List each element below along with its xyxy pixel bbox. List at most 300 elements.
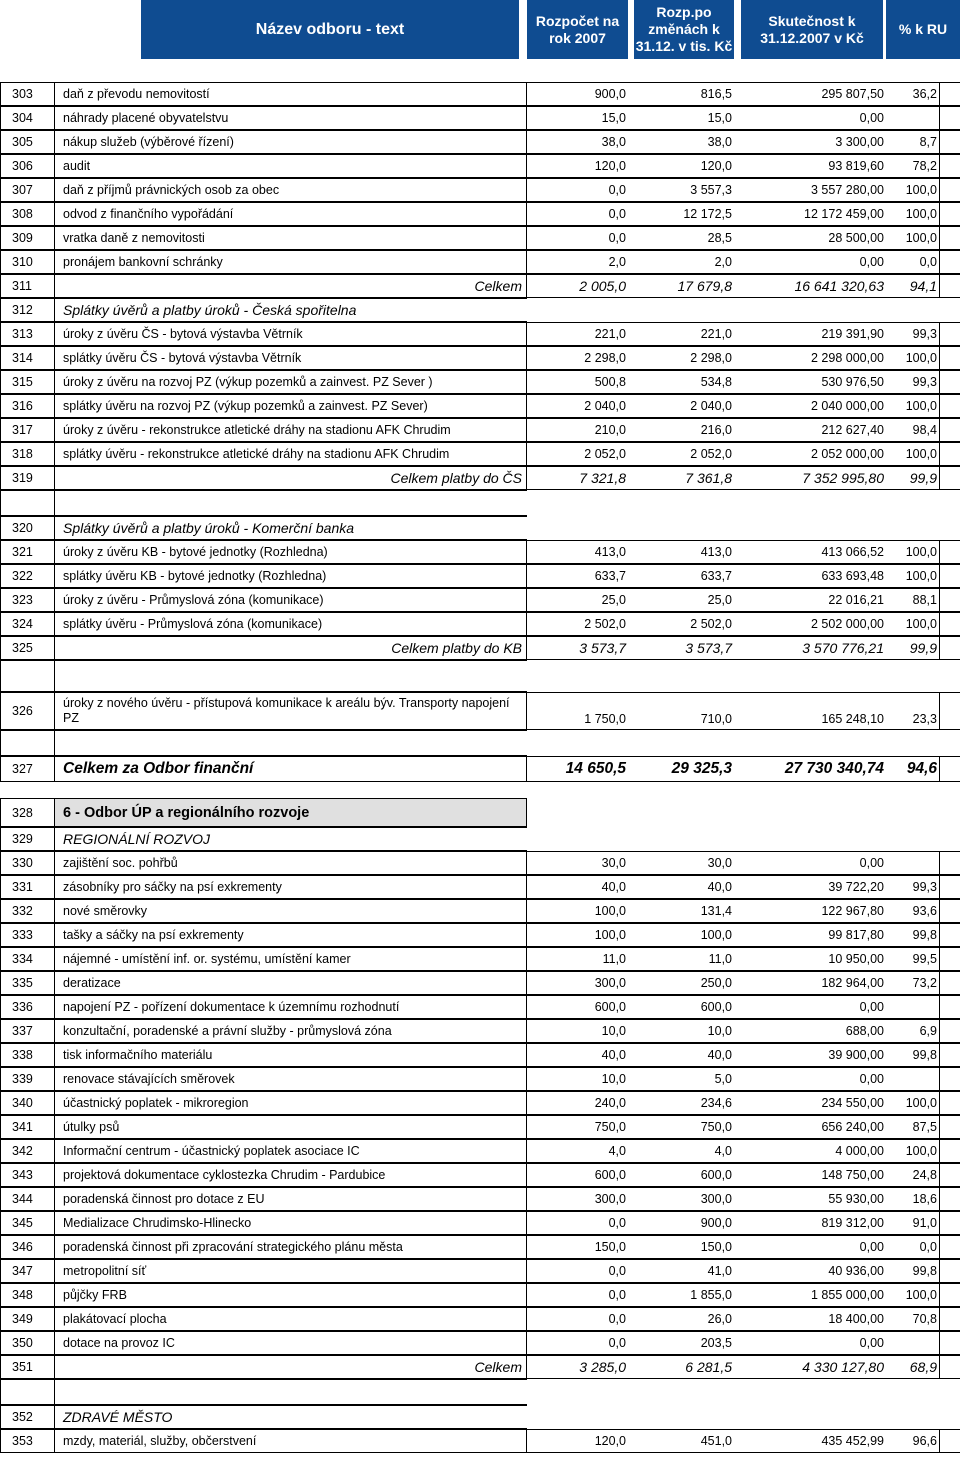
- row-edge: [940, 851, 960, 875]
- budget-value: 0,0: [527, 178, 628, 202]
- table-row: [0, 226, 960, 250]
- row-edge: [940, 756, 960, 782]
- percent-value: 99,8: [886, 923, 940, 947]
- adjusted-value: 7 361,8: [628, 466, 734, 490]
- row-label: dotace na provoz IC: [54, 1331, 527, 1355]
- percent-value: [886, 106, 940, 130]
- row-edge: [940, 875, 960, 899]
- row-edge: [940, 298, 960, 322]
- header-adjusted: Rozp.po změnách k 31.12. v tis. Kč: [634, 0, 734, 59]
- row-label: úroky z úvěru na rozvoj PZ (výkup pozemků a zainvest. PZ Sever ): [54, 370, 527, 394]
- actual-value: 413 066,52: [734, 540, 886, 564]
- budget-value: 221,0: [527, 322, 628, 346]
- row-edge: [940, 899, 960, 923]
- actual-value: [734, 730, 886, 756]
- row-label: poradenská činnost pro dotace z EU: [54, 1187, 527, 1211]
- table-row: [0, 1187, 960, 1211]
- budget-value: [527, 1405, 628, 1429]
- table-row: [0, 564, 960, 588]
- row-number: 311: [0, 274, 54, 298]
- row-number: 321: [0, 540, 54, 564]
- row-number: 305: [0, 130, 54, 154]
- row-number: 323: [0, 588, 54, 612]
- row-edge: [940, 130, 960, 154]
- row-number: 352: [0, 1405, 54, 1429]
- row-number: [0, 660, 54, 692]
- row-number: 335: [0, 971, 54, 995]
- actual-value: [734, 298, 886, 322]
- percent-value: 100,0: [886, 346, 940, 370]
- adjusted-value: 600,0: [628, 1163, 734, 1187]
- budget-value: 120,0: [527, 154, 628, 178]
- row-number: 304: [0, 106, 54, 130]
- budget-value: 0,0: [527, 1283, 628, 1307]
- actual-value: 40 936,00: [734, 1259, 886, 1283]
- table-row: [0, 1429, 960, 1453]
- row-number: 344: [0, 1187, 54, 1211]
- row-edge: [940, 1019, 960, 1043]
- row-label: [54, 660, 527, 692]
- row-label: nákup služeb (výběrové řízení): [54, 130, 527, 154]
- row-label: úroky z nového úvěru - přístupová komunikace k areálu býv. Transporty napojení PZ: [54, 692, 527, 730]
- percent-value: 99,3: [886, 322, 940, 346]
- percent-value: 36,2: [886, 82, 940, 106]
- actual-value: 219 391,90: [734, 322, 886, 346]
- row-edge: [940, 178, 960, 202]
- table-row: [0, 995, 960, 1019]
- row-label: nájemné - umístění inf. or. systému, umístění kamer: [54, 947, 527, 971]
- actual-value: 0,00: [734, 995, 886, 1019]
- percent-value: 93,6: [886, 899, 940, 923]
- budget-value: 300,0: [527, 1187, 628, 1211]
- budget-value: 120,0: [527, 1429, 628, 1453]
- row-label: úroky z úvěru - Průmyslová zóna (komunikace): [54, 588, 527, 612]
- actual-value: 148 750,00: [734, 1163, 886, 1187]
- row-number: 320: [0, 516, 54, 540]
- actual-value: 12 172 459,00: [734, 202, 886, 226]
- row-number: 326: [0, 692, 54, 730]
- actual-value: 295 807,50: [734, 82, 886, 106]
- row-number: 312: [0, 298, 54, 322]
- row-number: 337: [0, 1019, 54, 1043]
- table-row: [0, 82, 960, 106]
- row-edge: [940, 947, 960, 971]
- row-label: splátky úvěru ČS - bytová výstavba Větrník: [54, 346, 527, 370]
- actual-value: 688,00: [734, 1019, 886, 1043]
- row-edge: [940, 202, 960, 226]
- row-edge: [940, 418, 960, 442]
- row-number: [0, 730, 54, 756]
- table-row: [0, 1163, 960, 1187]
- percent-value: [886, 1405, 940, 1429]
- row-edge: [940, 692, 960, 730]
- row-label: tisk informačního materiálu: [54, 1043, 527, 1067]
- adjusted-value: 451,0: [628, 1429, 734, 1453]
- table-row: [0, 851, 960, 875]
- adjusted-value: 1 855,0: [628, 1283, 734, 1307]
- percent-value: [886, 1067, 940, 1091]
- adjusted-value: 234,6: [628, 1091, 734, 1115]
- row-edge: [940, 636, 960, 660]
- table-row: [0, 274, 960, 298]
- row-number: 343: [0, 1163, 54, 1187]
- actual-value: [734, 660, 886, 692]
- percent-value: 99,3: [886, 370, 940, 394]
- actual-value: 212 627,40: [734, 418, 886, 442]
- row-edge: [940, 1187, 960, 1211]
- actual-value: 2 502 000,00: [734, 612, 886, 636]
- actual-value: 16 641 320,63: [734, 274, 886, 298]
- budget-value: 0,0: [527, 226, 628, 250]
- row-number: 349: [0, 1307, 54, 1331]
- row-edge: [940, 971, 960, 995]
- adjusted-value: 29 325,3: [628, 756, 734, 782]
- table-row: [0, 1115, 960, 1139]
- budget-value: 300,0: [527, 971, 628, 995]
- adjusted-value: 17 679,8: [628, 274, 734, 298]
- row-label: projektová dokumentace cyklostezka Chrudim - Pardubice: [54, 1163, 527, 1187]
- row-label: poradenská činnost při zpracování strategického plánu města: [54, 1235, 527, 1259]
- budget-value: 14 650,5: [527, 756, 628, 782]
- percent-value: [886, 798, 940, 827]
- row-label: konzultační, poradenské a právní služby - průmyslová zóna: [54, 1019, 527, 1043]
- budget-value: 2 005,0: [527, 274, 628, 298]
- row-number: 316: [0, 394, 54, 418]
- adjusted-value: 2 040,0: [628, 394, 734, 418]
- budget-value: 600,0: [527, 1163, 628, 1187]
- percent-value: 99,3: [886, 875, 940, 899]
- row-number: 340: [0, 1091, 54, 1115]
- row-edge: [940, 346, 960, 370]
- row-number: 307: [0, 178, 54, 202]
- row-number: 308: [0, 202, 54, 226]
- budget-value: 750,0: [527, 1115, 628, 1139]
- row-label: úroky z úvěru KB - bytové jednotky (Rozhledna): [54, 540, 527, 564]
- budget-value: 2 298,0: [527, 346, 628, 370]
- percent-value: 100,0: [886, 394, 940, 418]
- percent-value: 100,0: [886, 202, 940, 226]
- budget-value: 900,0: [527, 82, 628, 106]
- row-label: deratizace: [54, 971, 527, 995]
- budget-value: [527, 660, 628, 692]
- row-number: 310: [0, 250, 54, 274]
- adjusted-value: 15,0: [628, 106, 734, 130]
- row-edge: [940, 827, 960, 851]
- budget-value: 2 502,0: [527, 612, 628, 636]
- adjusted-value: 2 298,0: [628, 346, 734, 370]
- row-edge: [940, 995, 960, 1019]
- row-edge: [940, 1331, 960, 1355]
- row-label: Celkem platby do KB: [54, 636, 527, 660]
- percent-value: 18,6: [886, 1187, 940, 1211]
- row-label: vratka daně z nemovitosti: [54, 226, 527, 250]
- actual-value: 165 248,10: [734, 692, 886, 730]
- row-edge: [940, 1115, 960, 1139]
- percent-value: [886, 827, 940, 851]
- actual-value: 819 312,00: [734, 1211, 886, 1235]
- percent-value: 94,6: [886, 756, 940, 782]
- actual-value: 55 930,00: [734, 1187, 886, 1211]
- percent-value: 87,5: [886, 1115, 940, 1139]
- row-number: 330: [0, 851, 54, 875]
- actual-value: 2 298 000,00: [734, 346, 886, 370]
- row-edge: [940, 1235, 960, 1259]
- row-number: 309: [0, 226, 54, 250]
- actual-value: [734, 516, 886, 540]
- row-label: audit: [54, 154, 527, 178]
- header-budget: Rozpočet na rok 2007: [527, 0, 628, 59]
- budget-value: [527, 490, 628, 516]
- budget-value: 0,0: [527, 1211, 628, 1235]
- percent-value: [886, 490, 940, 516]
- row-label: zajištění soc. pohřbů: [54, 851, 527, 875]
- row-edge: [940, 394, 960, 418]
- row-edge: [940, 106, 960, 130]
- row-number: 303: [0, 82, 54, 106]
- adjusted-value: 216,0: [628, 418, 734, 442]
- row-edge: [940, 274, 960, 298]
- adjusted-value: 816,5: [628, 82, 734, 106]
- table-row: [0, 1019, 960, 1043]
- table-row: [0, 588, 960, 612]
- percent-value: 100,0: [886, 564, 940, 588]
- row-number: 339: [0, 1067, 54, 1091]
- adjusted-value: 413,0: [628, 540, 734, 564]
- row-label: půjčky FRB: [54, 1283, 527, 1307]
- actual-value: 99 817,80: [734, 923, 886, 947]
- row-number: 325: [0, 636, 54, 660]
- row-number: 334: [0, 947, 54, 971]
- row-number: 315: [0, 370, 54, 394]
- row-edge: [940, 1307, 960, 1331]
- budget-value: 633,7: [527, 564, 628, 588]
- row-label: 6 - Odbor ÚP a regionálního rozvoje: [54, 798, 527, 827]
- row-edge: [940, 1283, 960, 1307]
- adjusted-value: 900,0: [628, 1211, 734, 1235]
- adjusted-value: 38,0: [628, 130, 734, 154]
- budget-value: 240,0: [527, 1091, 628, 1115]
- actual-value: 10 950,00: [734, 947, 886, 971]
- row-label: odvod z finančního vypořádání: [54, 202, 527, 226]
- percent-value: 100,0: [886, 1139, 940, 1163]
- actual-value: 3 570 776,21: [734, 636, 886, 660]
- row-label: plakátovací plocha: [54, 1307, 527, 1331]
- adjusted-value: 30,0: [628, 851, 734, 875]
- actual-value: 182 964,00: [734, 971, 886, 995]
- row-label: Celkem: [54, 1355, 527, 1379]
- row-number: 313: [0, 322, 54, 346]
- percent-value: 23,3: [886, 692, 940, 730]
- actual-value: 435 452,99: [734, 1429, 886, 1453]
- actual-value: 3 557 280,00: [734, 178, 886, 202]
- table-row: [0, 1283, 960, 1307]
- row-number: 328: [0, 798, 54, 827]
- adjusted-value: 3 557,3: [628, 178, 734, 202]
- row-edge: [940, 516, 960, 540]
- budget-value: 40,0: [527, 1043, 628, 1067]
- row-edge: [940, 1091, 960, 1115]
- adjusted-value: 2,0: [628, 250, 734, 274]
- adjusted-value: [628, 516, 734, 540]
- adjusted-value: [628, 1405, 734, 1429]
- table-row: [0, 899, 960, 923]
- row-label: REGIONÁLNÍ ROZVOJ: [54, 827, 527, 851]
- table-row: [0, 636, 960, 660]
- row-number: 341: [0, 1115, 54, 1139]
- percent-value: 99,9: [886, 466, 940, 490]
- row-label: Informační centrum - účastnický poplatek asociace IC: [54, 1139, 527, 1163]
- budget-value: 10,0: [527, 1067, 628, 1091]
- table-row: [0, 322, 960, 346]
- budget-value: 0,0: [527, 1307, 628, 1331]
- budget-value: 2,0: [527, 250, 628, 274]
- table-row: [0, 540, 960, 564]
- row-label: Medializace Chrudimsko-Hlinecko: [54, 1211, 527, 1235]
- percent-value: 88,1: [886, 588, 940, 612]
- actual-value: 22 016,21: [734, 588, 886, 612]
- row-label: [54, 1379, 527, 1405]
- adjusted-value: 28,5: [628, 226, 734, 250]
- budget-value: 0,0: [527, 1259, 628, 1283]
- adjusted-value: 100,0: [628, 923, 734, 947]
- percent-value: 100,0: [886, 178, 940, 202]
- row-edge: [940, 1211, 960, 1235]
- table-row: [0, 798, 960, 827]
- adjusted-value: 250,0: [628, 971, 734, 995]
- budget-value: [527, 730, 628, 756]
- actual-value: 0,00: [734, 106, 886, 130]
- table-row: [0, 660, 960, 692]
- row-edge: [940, 226, 960, 250]
- percent-value: 100,0: [886, 1091, 940, 1115]
- adjusted-value: 2 052,0: [628, 442, 734, 466]
- actual-value: [734, 798, 886, 827]
- row-number: 346: [0, 1235, 54, 1259]
- budget-value: 30,0: [527, 851, 628, 875]
- actual-value: 234 550,00: [734, 1091, 886, 1115]
- table-row: [0, 202, 960, 226]
- adjusted-value: 120,0: [628, 154, 734, 178]
- percent-value: 100,0: [886, 540, 940, 564]
- budget-value: [527, 298, 628, 322]
- percent-value: 99,8: [886, 1259, 940, 1283]
- budget-value: [527, 516, 628, 540]
- row-label: úroky z úvěru ČS - bytová výstavba Větrník: [54, 322, 527, 346]
- adjusted-value: 2 502,0: [628, 612, 734, 636]
- budget-value: 4,0: [527, 1139, 628, 1163]
- row-number: 306: [0, 154, 54, 178]
- row-number: 317: [0, 418, 54, 442]
- budget-value: 15,0: [527, 106, 628, 130]
- budget-value: 1 750,0: [527, 692, 628, 730]
- actual-value: 0,00: [734, 1067, 886, 1091]
- adjusted-value: 3 573,7: [628, 636, 734, 660]
- table-row: [0, 947, 960, 971]
- budget-value: 500,8: [527, 370, 628, 394]
- actual-value: [734, 1379, 886, 1405]
- budget-value: 100,0: [527, 899, 628, 923]
- header-pct: % k RU: [886, 0, 960, 59]
- actual-value: 18 400,00: [734, 1307, 886, 1331]
- row-edge: [940, 322, 960, 346]
- row-edge: [940, 660, 960, 692]
- table-row: [0, 466, 960, 490]
- row-number: 350: [0, 1331, 54, 1355]
- percent-value: [886, 660, 940, 692]
- table-row: [0, 298, 960, 322]
- row-label: metropolitní síť: [54, 1259, 527, 1283]
- actual-value: 1 855 000,00: [734, 1283, 886, 1307]
- table-row: [0, 730, 960, 756]
- adjusted-value: 40,0: [628, 1043, 734, 1067]
- row-edge: [940, 1163, 960, 1187]
- row-label: tašky a sáčky na psí exkrementy: [54, 923, 527, 947]
- row-label: splátky úvěru KB - bytové jednotky (Rozhledna): [54, 564, 527, 588]
- actual-value: 2 040 000,00: [734, 394, 886, 418]
- adjusted-value: 11,0: [628, 947, 734, 971]
- table-row: [0, 250, 960, 274]
- actual-value: 93 819,60: [734, 154, 886, 178]
- row-number: 347: [0, 1259, 54, 1283]
- table-row: [0, 692, 960, 730]
- actual-value: 2 052 000,00: [734, 442, 886, 466]
- actual-value: [734, 1405, 886, 1429]
- table-header: [0, 0, 960, 59]
- row-edge: [940, 1067, 960, 1091]
- budget-value: 413,0: [527, 540, 628, 564]
- row-number: 322: [0, 564, 54, 588]
- actual-value: 7 352 995,80: [734, 466, 886, 490]
- adjusted-value: 750,0: [628, 1115, 734, 1139]
- row-edge: [940, 1429, 960, 1453]
- table-row: [0, 1379, 960, 1405]
- actual-value: 4 330 127,80: [734, 1355, 886, 1379]
- adjusted-value: [628, 660, 734, 692]
- row-edge: [940, 82, 960, 106]
- adjusted-value: 6 281,5: [628, 1355, 734, 1379]
- row-label: náhrady placené obyvatelstvu: [54, 106, 527, 130]
- row-edge: [940, 730, 960, 756]
- table-row: [0, 516, 960, 540]
- row-edge: [940, 612, 960, 636]
- percent-value: 100,0: [886, 612, 940, 636]
- adjusted-value: 12 172,5: [628, 202, 734, 226]
- budget-value: 210,0: [527, 418, 628, 442]
- percent-value: 70,8: [886, 1307, 940, 1331]
- row-label: nové směrovky: [54, 899, 527, 923]
- percent-value: 99,5: [886, 947, 940, 971]
- percent-value: [886, 1331, 940, 1355]
- row-label: [54, 490, 527, 516]
- budget-value: 10,0: [527, 1019, 628, 1043]
- percent-value: 94,1: [886, 274, 940, 298]
- percent-value: [886, 1379, 940, 1405]
- adjusted-value: [628, 827, 734, 851]
- adjusted-value: 26,0: [628, 1307, 734, 1331]
- actual-value: 530 976,50: [734, 370, 886, 394]
- row-number: 345: [0, 1211, 54, 1235]
- adjusted-value: 534,8: [628, 370, 734, 394]
- row-label: napojení PZ - pořízení dokumentace k územnímu rozhodnutí: [54, 995, 527, 1019]
- row-label: Celkem za Odbor finanční: [54, 756, 527, 782]
- adjusted-value: [628, 730, 734, 756]
- budget-value: 0,0: [527, 202, 628, 226]
- percent-value: [886, 516, 940, 540]
- budget-value: 40,0: [527, 875, 628, 899]
- table-row: [0, 394, 960, 418]
- table-row: [0, 1211, 960, 1235]
- percent-value: 68,9: [886, 1355, 940, 1379]
